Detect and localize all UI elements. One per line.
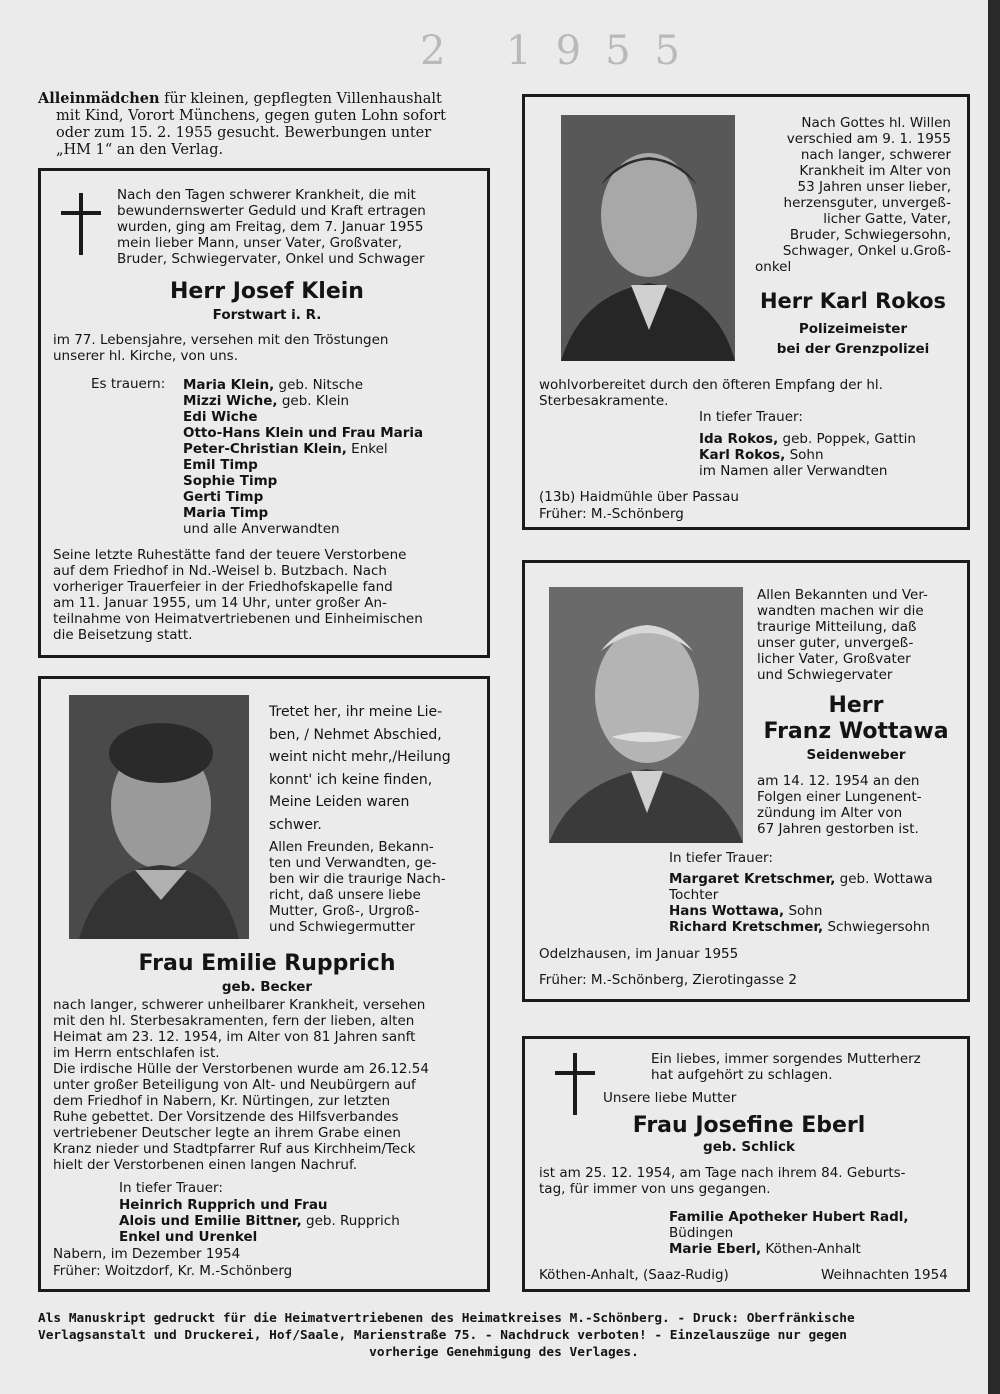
deceased-name: Frau Josefine Eberl [632, 1113, 866, 1138]
eberl-intro-2: Unsere liebe Mutter [603, 1090, 737, 1106]
eberl-body: ist am 25. 12. 1954, am Tage nach ihrem 84. Geburts- tag, für immer von uns gegangen. [539, 1165, 906, 1197]
mourners-list: Heinrich Rupprich und Frau Alois und Emilie Bittner, geb. Rupprich Enkel und Urenkel [119, 1197, 400, 1245]
deceased-title: geb. Becker [221, 979, 313, 995]
portrait-photo [69, 695, 249, 939]
mourners-label: Es trauern: [91, 376, 166, 392]
deceased-name: Franz Wottawa [763, 719, 949, 744]
wottawa-body: am 14. 12. 1954 an den Folgen einer Lungenent- zündung im Alter von 67 Jahren gestorben ist. [757, 773, 922, 837]
mourners-list: Maria Klein, geb. Nitsche Mizzi Wiche, geb. Klein Edi Wiche Otto-Hans Klein und Frau Maria Peter-Christian Klein, Enkel Emil Timp Sophie Timp Gerti Timp Maria Timp und alle Anverwandten [183, 377, 424, 537]
place-line: Köthen-Anhalt, (Saaz-Rudig) [539, 1267, 729, 1283]
deceased-title: Forstwart i. R. [212, 307, 322, 323]
deceased-title: bei der Grenzpolizei [776, 341, 930, 357]
footer-line: Verlagsanstalt und Druckerei, Hof/Saale, Marienstraße 75. - Nachdruck verboten! - Einzelauszüge nur gegen [38, 1328, 847, 1343]
mourners-list: Ida Rokos, geb. Poppek, Gattin Karl Rokos, Sohn im Namen aller Verwandten [699, 431, 916, 479]
rokos-intro: Nach Gottes hl. Willen verschied am 9. 1. 1955 nach langer, schwerer Krankheit im Alter von 53 Jahren unser lieber, herzensguter, unvergeß- licher Gatte, Vater, Bruder, Schwiegersohn, Schwager, Onkel u.Groß- onkel [755, 115, 951, 275]
deceased-name: Herr Josef Klein [170, 279, 364, 304]
rupprich-poem: Tretet her, ihr meine Lie- ben, / Nehmet Abschied, weint nicht mehr,/Heilung konnt' ich keine finden, Meine Leiden waren schwer. [269, 704, 451, 833]
mourners-label: In tiefer Trauer: [119, 1180, 223, 1196]
deceased-title: Polizeimeister [798, 321, 908, 337]
classified-line: mit Kind, Vorort Münchens, gegen guten Lohn sofort [56, 108, 446, 124]
classified-line: „HM 1“ an den Verlag. [56, 142, 224, 158]
obituary-josefine-eberl [522, 1036, 970, 1292]
klein-closing: Seine letzte Ruhestätte fand der teuere Verstorbene auf dem Friedhof in Nd.-Weisel b. Butzbach. Nach vorheriger Trauerfeier in der Friedhofskapelle fand am 11. Januar 1955, um 14 Uhr, unter großer An- teilnahme von Heimatvertriebenen und Einheimischen die Beisetzung statt. [53, 547, 423, 643]
place-line: Nabern, im Dezember 1954 [53, 1246, 241, 1262]
mourners-list: Margaret Kretschmer, geb. Wottawa Tochter Hans Wottawa, Sohn Richard Kretschmer, Schwiegersohn [669, 871, 933, 935]
classified-ad [38, 90, 498, 159]
eberl-intro: Ein liebes, immer sorgendes Mutterherz hat aufgehört zu schlagen. [651, 1051, 921, 1083]
date-line: Weihnachten 1954 [821, 1267, 948, 1283]
former-line: Früher: M.-Schönberg [539, 506, 684, 522]
mourners-label: In tiefer Trauer: [669, 850, 773, 866]
footer-imprint [38, 1310, 970, 1361]
klein-body: im 77. Lebensjahre, versehen mit den Tröstungen unserer hl. Kirche, von uns. [53, 332, 389, 364]
classified-line: für kleinen, gepflegten Villenhaushalt [164, 91, 442, 107]
classified-lead: Alleinmädchen [38, 90, 160, 107]
cross-icon [61, 193, 101, 255]
place-line: (13b) Haidmühle über Passau [539, 489, 739, 505]
mourners-list: Familie Apotheker Hubert Radl, Büdingen Marie Eberl, Köthen-Anhalt [669, 1209, 909, 1257]
footer-line: Als Manuskript gedruckt für die Heimatvertriebenen des Heimatkreises M.-Schönberg. - Druck: Oberfränkische [38, 1311, 855, 1326]
footer-line: vorherige Genehmigung des Verlages. [369, 1345, 639, 1360]
former-line: Früher: M.-Schönberg, Zierotingasse 2 [539, 972, 797, 988]
obituary-emilie-rupprich [38, 676, 490, 1292]
obituary-karl-rokos [522, 94, 970, 530]
deceased-title: geb. Schlick [703, 1139, 795, 1155]
classified-line: oder zum 15. 2. 1955 gesucht. Bewerbungen unter [56, 125, 432, 141]
deceased-name: Herr [828, 693, 884, 718]
portrait-photo [549, 587, 743, 843]
mourners-label: In tiefer Trauer: [699, 409, 803, 425]
rokos-body: wohlvorbereitet durch den öfteren Empfang der hl. Sterbesakramente. [539, 377, 883, 409]
cross-icon [555, 1053, 595, 1115]
deceased-name: Frau Emilie Rupprich [138, 951, 396, 976]
obituary-josef-klein [38, 168, 490, 658]
former-line: Früher: Woitzdorf, Kr. M.-Schönberg [53, 1263, 293, 1279]
klein-intro: Nach den Tagen schwerer Krankheit, die mit bewundernswerter Geduld und Kraft ertragen wurden, ging am Freitag, dem 7. Januar 1955 mein lieber Mann, unser Vater, Großvater, Bruder, Schwiegervater, Onkel und Schwager [117, 187, 426, 267]
page-edge-shadow [988, 0, 1000, 1394]
wottawa-intro: Allen Bekannten und Ver- wandten machen wir die traurige Mitteilung, daß unser guter, unvergeß- licher Vater, Großvater und Schwiegervater [757, 587, 928, 683]
rupprich-intro: Allen Freunden, Bekann- ten und Verwandten, ge- ben wir die traurige Nach- richt, daß unsere liebe Mutter, Groß-, Urgroß- und Schwiegermutter [269, 839, 446, 935]
deceased-name: Herr Karl Rokos [759, 289, 947, 313]
place-line: Odelzhausen, im Januar 1955 [539, 946, 739, 962]
obituary-franz-wottawa [522, 560, 970, 1002]
rupprich-body: nach langer, schwerer unheilbarer Krankheit, versehen mit den hl. Sterbesakramenten, fern der lieben, alten Heimat am 23. 12. 1954, im Alter von 81 Jahren sanft im Herrn entschlafen ist. Die irdische Hülle der Verstorbenen wurde am 26.12.54 unter großer Beteiligung von Alt- und Neubürgern auf dem Friedhof in Nabern, Kr. Nürtingen, zur letzten Ruhe gebettet. Der Vorsitzende des Hilfsverbandes vertriebener Deutscher legte an ihrem Grabe einen Kranz nieder und Stadtpfarrer Ruf aus Kirchheim/Teck hielt der Verstorbenen einen langen Nachruf. [53, 997, 429, 1173]
header-stamp: 2 1955 [420, 28, 704, 74]
deceased-title: Seidenweber [806, 747, 906, 763]
portrait-photo [561, 115, 735, 361]
